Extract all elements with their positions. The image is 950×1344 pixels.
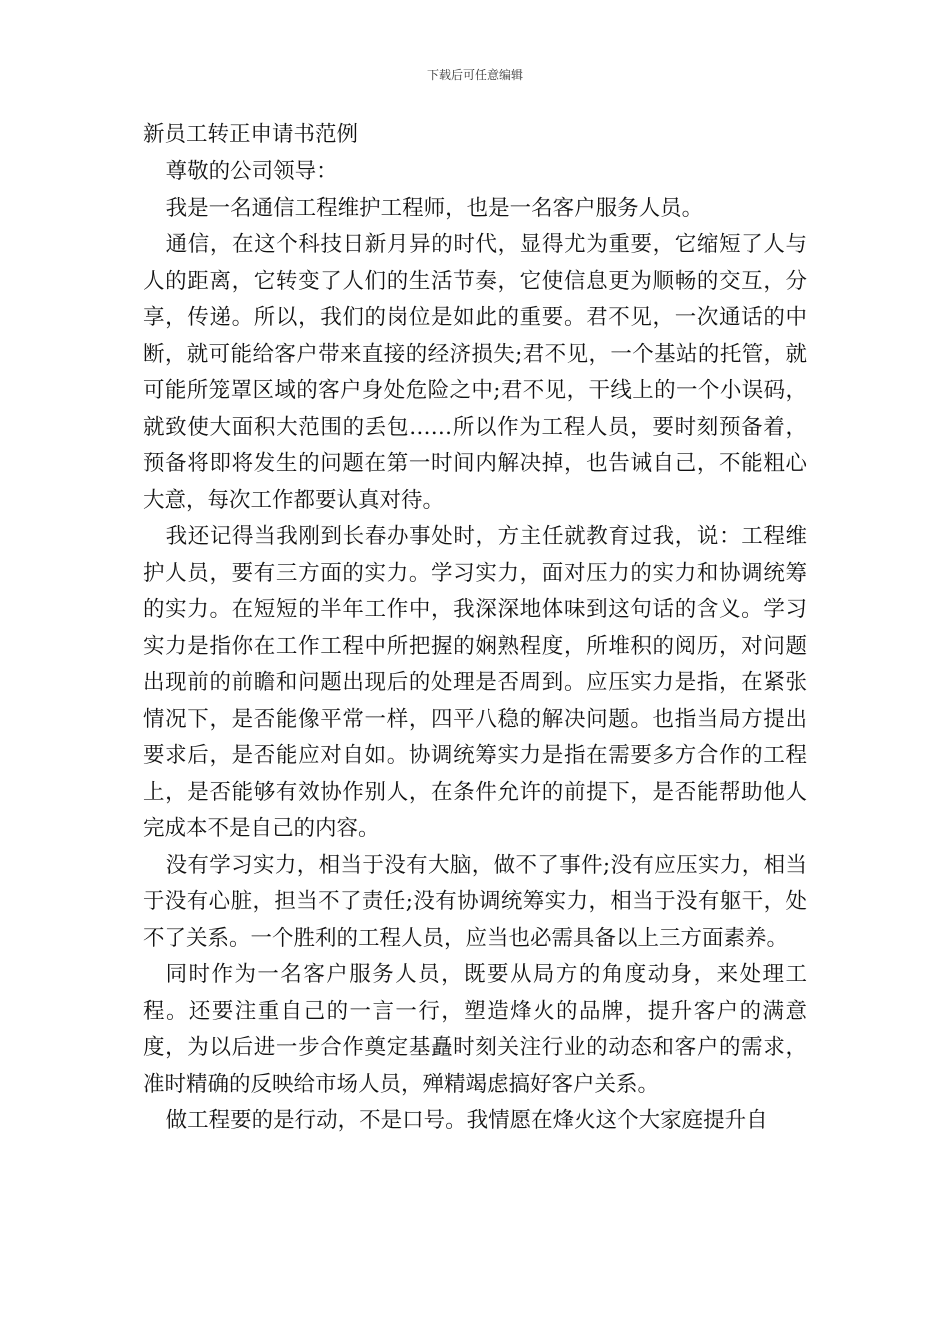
document-title: 新员工转正申请书范例 xyxy=(143,122,359,147)
paragraph-2: 通信，在这个科技日新月异的时代，显得尤为重要，它缩短了人与人的距离，它转变了人们的生活节奏，它使信息更为顺畅的交互，分享，传递。所以，我们的岗位是如此的重要。君不见，一次通话的中断，就可能给客户带来直接的经济损失;君不见，一个基站的托管，就可能所笼罩区域的客户身处危险之中;君不见，干线上的一个小误码，就致使大面积大范围的丢包……所以作为工程人员，要时刻预备着，预备将即将发生的问题在第一时间内解决掉，也告诫自己，不能粗心大意，每次工作都要认真对待。 xyxy=(143,232,807,513)
document-body xyxy=(143,116,807,1140)
paragraph-6: 做工程要的是行动，不是口号。我情愿在烽火这个大家庭提升自 xyxy=(165,1108,768,1133)
page-header-note: 下载后可任意编辑 xyxy=(426,68,523,82)
paragraph-1: 我是一名通信工程维护工程师，也是一名客户服务人员。 xyxy=(165,195,704,221)
paragraph-4: 没有学习实力，相当于没有大脑，做不了事件;没有应压实力，相当于没有心脏，担当不了责任;没有协调统筹实力，相当于没有躯干，处不了关系。一个胜利的工程人员，应当也必需具备以上三方面素养。 xyxy=(143,852,807,951)
paragraph-5: 同时作为一名客户服务人员，既要从局方的角度动身，来处理工程。还要注重自己的一言一行，塑造烽火的品牌，提升客户的满意度，为以后进一步合作奠定基矗时刻关注行业的动态和客户的需求，准时精确的反映给市场人员，殚精竭虑搞好客户关系。 xyxy=(143,962,807,1097)
salutation: 尊敬的公司领导： xyxy=(165,159,338,184)
paragraph-3: 我还记得当我刚到长春办事处时，方主任就教育过我，说：工程维护人员，要有三方面的实力。学习实力，面对压力的实力和协调统筹的实力。在短短的半年工作中，我深深地体味到这句话的含义。学习实力是指你在工作工程中所把握的娴熟程度，所堆积的阅历，对问题出现前的前瞻和问题出现后的处理是否周到。应压实力是指，在紧张情况下，是否能像平常一样，四平八稳的解决问题。也指当局方提出要求后，是否能应对自如。协调统筹实力是指在需要多方合作的工程上，是否能够有效协作别人，在条件允许的前提下，是否能帮助他人完成本不是自己的内容。 xyxy=(143,524,807,841)
